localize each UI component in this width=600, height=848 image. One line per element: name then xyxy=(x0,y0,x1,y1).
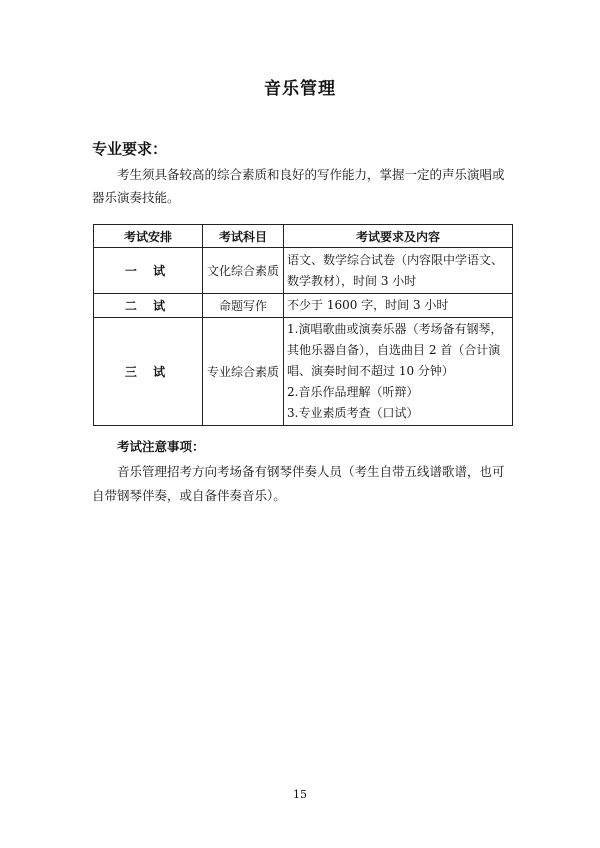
round-cell: 三 试 xyxy=(94,318,203,426)
requirements-cell xyxy=(284,294,513,318)
header-cell-requirements: 考试要求及内容 xyxy=(284,225,513,248)
subject-cell: 专业综合素质 xyxy=(203,318,284,426)
table-row xyxy=(94,318,513,426)
requirements-cell xyxy=(284,248,513,294)
subject-cell: 命题写作 xyxy=(203,294,284,318)
requirement-line: 2.音乐作品理解（听辩） xyxy=(287,385,419,399)
round-cell: 一 试 xyxy=(94,248,203,294)
requirements-cell xyxy=(284,318,513,426)
page-title: 音乐管理 xyxy=(264,79,336,99)
header-cell-arrangement: 考试安排 xyxy=(94,225,203,248)
page-number: 15 xyxy=(293,788,307,801)
exam-table xyxy=(93,224,513,426)
table-row xyxy=(94,248,513,294)
requirement-line: 语文、数学综合试卷（内容限中学语文、数学教材），时间 3 小时 xyxy=(287,252,504,288)
section-heading: 专业要求： xyxy=(92,140,168,158)
requirement-line: 1.演唱歌曲或演奏乐器（考场备有钢琴，其他乐器自备），自选曲目 2 首（合计演唱、演奏时间不超过 10 分钟） xyxy=(287,322,503,378)
requirement-line: 3.专业素质考查（口试） xyxy=(287,406,419,420)
subject-cell: 文化综合素质 xyxy=(203,248,284,294)
header-cell-subject: 考试科目 xyxy=(203,225,284,248)
table-row xyxy=(94,294,513,318)
round-cell: 二 试 xyxy=(94,294,203,318)
table-header-row xyxy=(94,225,513,248)
notes-paragraph: 音乐管理招考方向考场备有钢琴伴奏人员（考生自带五线谱歌谱，也可自带钢琴伴奏，或自备伴奏音乐）。 xyxy=(92,464,505,503)
requirement-line: 不少于 1600 字，时间 3 小时 xyxy=(287,298,449,312)
notes-heading: 考试注意事项： xyxy=(117,439,205,454)
intro-paragraph: 考生须具备较高的综合素质和良好的写作能力，掌握一定的声乐演唱或器乐演奏技能。 xyxy=(92,167,505,205)
